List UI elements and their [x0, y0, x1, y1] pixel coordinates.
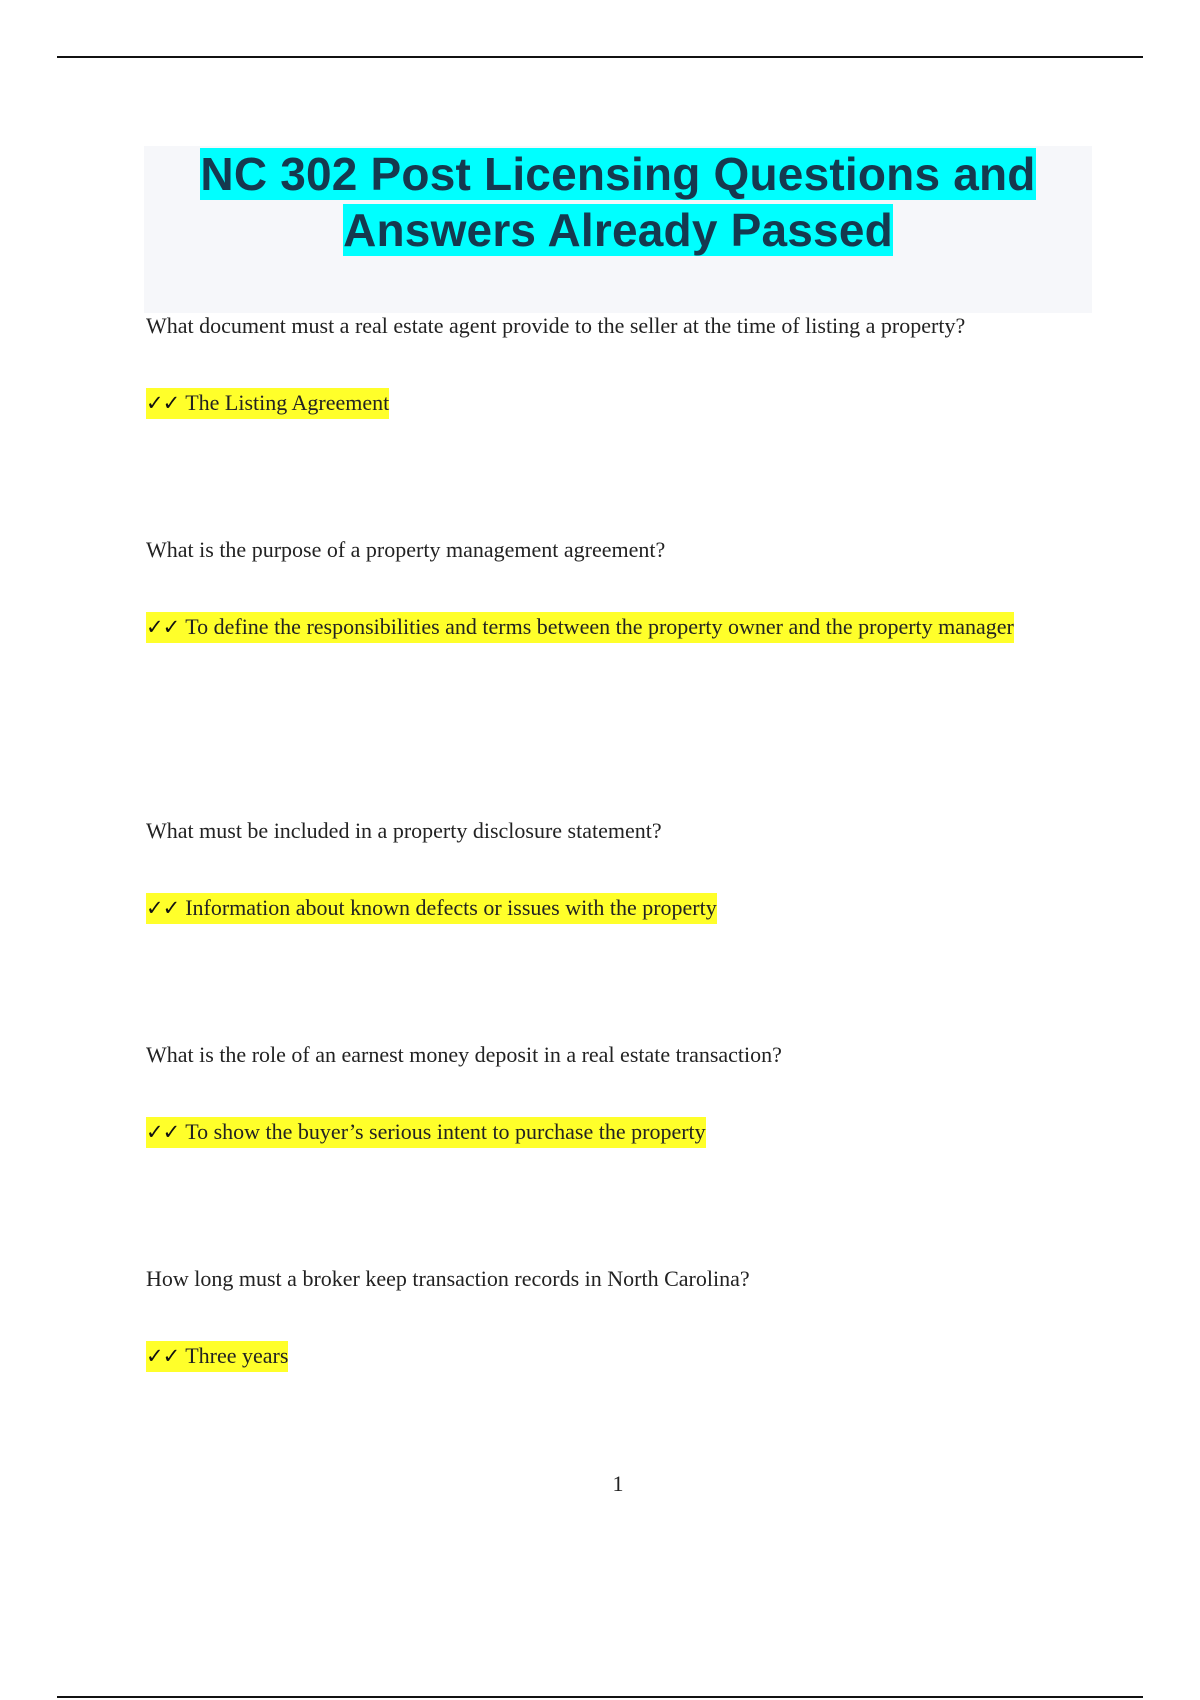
answer-1: [146, 372, 1046, 434]
answer-2: [146, 596, 1046, 658]
answer-5: [146, 1325, 1046, 1387]
answer-5-highlight: [146, 1341, 288, 1372]
double-check-icon: ✓✓: [146, 1344, 180, 1368]
title-box: [144, 146, 1092, 313]
answer-4: [146, 1101, 1046, 1163]
answer-3: [146, 877, 1046, 939]
answer-5-text: Three years: [185, 1343, 289, 1368]
question-2: What is the purpose of a property management agreement?: [146, 537, 666, 562]
answer-1-text: The Listing Agreement: [185, 390, 390, 415]
question-5: How long must a broker keep transaction records in North Carolina?: [146, 1266, 750, 1291]
double-check-icon: ✓✓: [146, 391, 180, 415]
answer-4-highlight: [146, 1117, 706, 1148]
question-3: What must be included in a property disclosure statement?: [146, 818, 662, 843]
answer-1-highlight: [146, 388, 389, 419]
answer-2-highlight: [146, 612, 1014, 643]
answer-3-highlight: [146, 893, 717, 924]
question-1: What document must a real estate agent provide to the seller at the time of listing a property?: [146, 313, 966, 338]
question-4: What is the role of an earnest money deposit in a real estate transaction?: [146, 1042, 782, 1067]
double-check-icon: ✓✓: [146, 1120, 180, 1144]
document-title-line-2: Answers Already Passed: [343, 204, 893, 256]
bottom-rule: [57, 1696, 1143, 1698]
double-check-icon: ✓✓: [146, 615, 180, 639]
answer-2-text: To define the responsibilities and terms between the property owner and the property manager: [185, 614, 1014, 639]
document-title-line-1: NC 302 Post Licensing Questions and: [200, 148, 1036, 200]
top-rule: [57, 56, 1143, 58]
page-number: 1: [612, 1471, 624, 1496]
answer-4-text: To show the buyer’s serious intent to purchase the property: [185, 1119, 706, 1144]
answer-3-text: Information about known defects or issues with the property: [185, 895, 717, 920]
double-check-icon: ✓✓: [146, 896, 180, 920]
